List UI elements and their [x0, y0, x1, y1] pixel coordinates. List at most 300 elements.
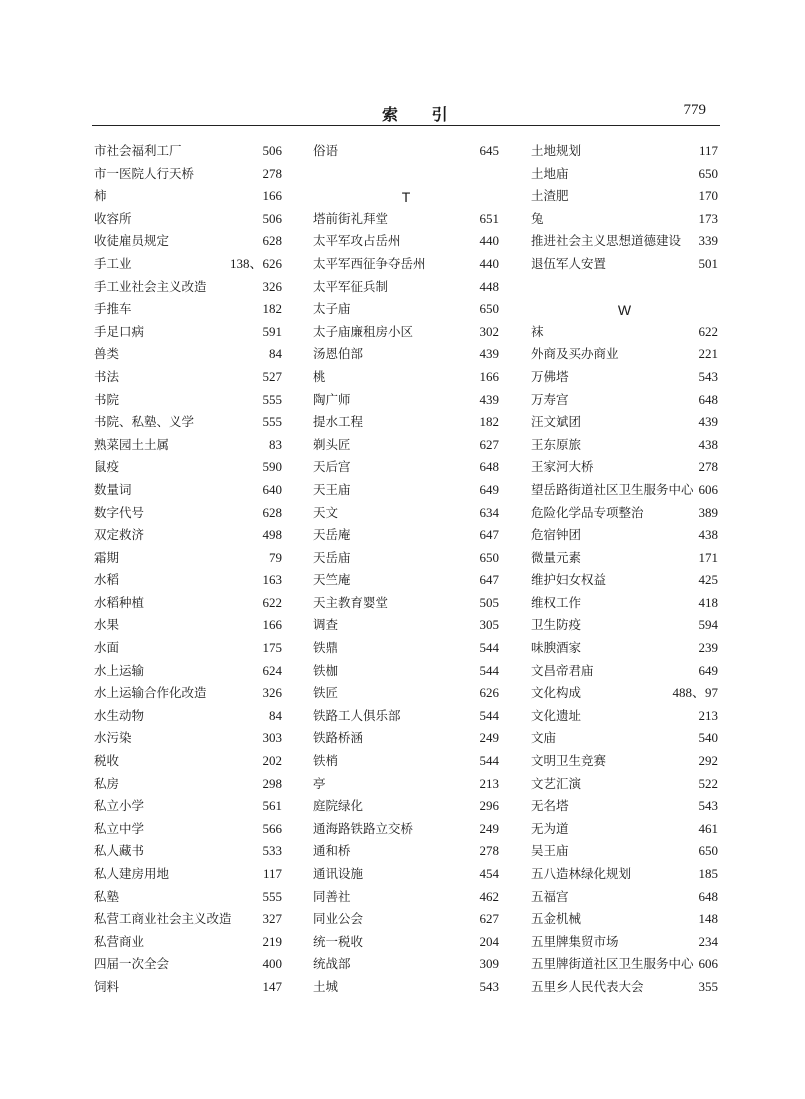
index-entry [531, 727, 718, 750]
index-entry [313, 908, 499, 931]
index-entry [313, 343, 499, 366]
index-page-ref: 173 [698, 210, 718, 226]
index-term: 剃头匠 [313, 436, 351, 452]
index-entry [94, 569, 282, 592]
index-page-ref: 166 [262, 617, 282, 633]
index-term: 水果 [94, 617, 120, 633]
index-term: 市一医院人行天桥 [94, 165, 195, 181]
index-entry [313, 976, 499, 999]
index-page-ref: 650 [479, 301, 499, 317]
index-term: 铁鼎 [313, 640, 339, 656]
index-term: 手足口病 [94, 323, 145, 339]
index-entry [531, 479, 718, 502]
index-page-ref: 339 [698, 233, 718, 249]
index-entry [94, 366, 282, 389]
index-term: 统一税收 [313, 933, 364, 949]
index-page-ref: 622 [698, 323, 718, 339]
index-entry [94, 389, 282, 412]
index-entry [313, 886, 499, 909]
index-term: 文化遗址 [531, 707, 582, 723]
index-term: 水上运输合作化改造 [94, 685, 207, 701]
index-page-ref: 117 [698, 143, 718, 158]
index-page-ref: 540 [698, 730, 718, 746]
index-term: 税收 [94, 753, 120, 769]
section-letter: T [401, 189, 411, 206]
index-page-ref: 543 [698, 368, 718, 384]
index-term: 手工业 [94, 255, 132, 271]
index-page-ref: 147 [262, 978, 282, 994]
index-entry [313, 456, 499, 479]
index-term: 兽类 [94, 346, 120, 362]
index-term: 市社会福利工厂 [94, 143, 182, 158]
index-page-ref: 543 [479, 978, 499, 994]
index-page-ref: 117 [262, 866, 282, 881]
index-term: 太平军西征争夺岳州 [313, 255, 426, 271]
index-page-ref: 498 [262, 527, 282, 543]
index-entry [531, 208, 718, 231]
index-page-ref: 249 [479, 820, 499, 836]
index-entry [94, 886, 282, 909]
index-entry [313, 253, 499, 276]
index-term: 双定救济 [94, 527, 145, 543]
index-term: 外商及买办商业 [531, 346, 619, 362]
index-term: 土城 [313, 978, 339, 994]
index-term: 同业公会 [313, 911, 364, 927]
index-page-ref: 606 [698, 956, 718, 972]
index-entry [313, 818, 499, 841]
index-page-ref: 651 [479, 210, 499, 226]
index-entry [531, 456, 718, 479]
index-term: 退伍军人安置 [531, 255, 607, 271]
index-term: 袜 [531, 323, 544, 339]
index-entry [94, 502, 282, 525]
index-term: 水污染 [94, 730, 132, 746]
index-page-ref: 79 [269, 549, 282, 565]
index-term: 文昌帝君庙 [531, 662, 594, 678]
index-term: 私营商业 [94, 933, 145, 949]
index-term: 同善社 [313, 888, 351, 904]
index-page-ref: 305 [479, 617, 499, 633]
index-term: 太子庙 [313, 301, 351, 317]
index-term: 土渣肥 [531, 188, 569, 204]
index-page-ref: 627 [479, 436, 499, 452]
index-term: 微量元素 [531, 549, 582, 565]
index-column-1 [94, 140, 282, 999]
index-term: 土地规划 [531, 143, 582, 158]
index-page-ref: 440 [479, 233, 499, 249]
index-entry [94, 276, 282, 299]
index-entry [94, 773, 282, 796]
index-entry [313, 411, 499, 434]
index-page-ref: 448 [479, 278, 499, 294]
index-page-ref: 454 [479, 866, 499, 881]
index-term: 收容所 [94, 210, 132, 226]
index-page-ref: 185 [698, 866, 718, 881]
index-term: 桃 [313, 368, 326, 384]
index-term: 水上运输 [94, 662, 145, 678]
index-term: 四届一次全会 [94, 956, 170, 972]
index-term: 书院、私塾、义学 [94, 414, 195, 430]
index-term: 私房 [94, 775, 120, 791]
index-page-ref: 438 [698, 436, 718, 452]
index-entry [313, 434, 499, 457]
index-term: 吴王庙 [531, 843, 569, 859]
index-page-ref: 505 [479, 594, 499, 610]
index-term: 水生动物 [94, 707, 145, 723]
index-term: 书法 [94, 368, 120, 384]
index-entry [531, 637, 718, 660]
index-page-ref: 221 [698, 346, 718, 362]
index-entry [313, 705, 499, 728]
index-entry [313, 773, 499, 796]
section-spacer [531, 276, 718, 299]
index-page-ref: 650 [698, 843, 718, 859]
index-term: 水稻 [94, 572, 120, 588]
index-page-ref: 170 [698, 188, 718, 204]
index-entry [313, 321, 499, 344]
index-term: 手推车 [94, 301, 132, 317]
index-entry [94, 411, 282, 434]
index-entry [313, 953, 499, 976]
index-entry [531, 502, 718, 525]
index-page-ref: 591 [262, 323, 282, 339]
index-term: 提水工程 [313, 414, 364, 430]
index-entry [94, 321, 282, 344]
index-term: 铁路桥涵 [313, 730, 364, 746]
index-entry [94, 185, 282, 208]
index-entry [313, 614, 499, 637]
index-page-ref: 425 [698, 572, 718, 588]
index-page-ref: 544 [479, 707, 499, 723]
index-entry [531, 253, 718, 276]
index-term: 卫生防疫 [531, 617, 582, 633]
index-term: 私人藏书 [94, 843, 145, 859]
index-page-ref: 488、97 [672, 685, 718, 701]
index-page-ref: 544 [479, 662, 499, 678]
index-entry [531, 411, 718, 434]
index-term: 塔前街礼拜堂 [313, 210, 389, 226]
index-page-ref: 219 [262, 933, 282, 949]
index-page-ref: 202 [262, 753, 282, 769]
index-page-ref: 204 [479, 933, 499, 949]
index-page-ref: 626 [479, 685, 499, 701]
index-entry [531, 614, 718, 637]
index-term: 手工业社会主义改造 [94, 278, 207, 294]
index-entry [313, 931, 499, 954]
index-term: 天文 [313, 504, 339, 520]
index-page-ref: 501 [698, 255, 718, 271]
index-term: 太平军攻占岳州 [313, 233, 401, 249]
index-term: 霜期 [94, 549, 120, 565]
index-entry [94, 976, 282, 999]
index-page-ref: 622 [262, 594, 282, 610]
index-entry [94, 592, 282, 615]
index-entry [94, 637, 282, 660]
index-entry [531, 163, 718, 186]
index-term: 数字代号 [94, 504, 145, 520]
index-entry [313, 547, 499, 570]
index-page-ref: 543 [698, 798, 718, 814]
index-entry [313, 276, 499, 299]
index-page-ref: 649 [479, 481, 499, 497]
index-entry [313, 502, 499, 525]
index-page-ref: 544 [479, 753, 499, 769]
index-page-ref: 627 [479, 911, 499, 927]
index-entry [313, 298, 499, 321]
index-page-ref: 138、626 [229, 255, 282, 271]
index-entry [531, 682, 718, 705]
index-term: 熟菜园土土属 [94, 436, 170, 452]
index-page-ref: 438 [698, 527, 718, 543]
index-page-ref: 555 [262, 888, 282, 904]
index-page-ref: 624 [262, 662, 282, 678]
index-page-ref: 213 [698, 707, 718, 723]
index-term: 危宿钟团 [531, 527, 582, 543]
index-term: 文艺汇演 [531, 775, 582, 791]
index-page-ref: 645 [479, 143, 499, 158]
index-page-ref: 303 [262, 730, 282, 746]
index-page-ref: 590 [262, 459, 282, 475]
index-page-ref: 148 [698, 911, 718, 927]
index-entry [531, 140, 718, 163]
index-page-ref: 650 [479, 549, 499, 565]
index-page-ref: 439 [479, 391, 499, 407]
index-term: 统战部 [313, 956, 351, 972]
index-term: 通海路铁路立交桥 [313, 820, 414, 836]
index-entry [94, 705, 282, 728]
header-rule [92, 125, 720, 126]
index-page-ref: 166 [262, 188, 282, 204]
index-page-ref: 213 [479, 775, 499, 791]
index-entry [94, 524, 282, 547]
index-page-ref: 326 [262, 278, 282, 294]
index-page-ref: 648 [479, 459, 499, 475]
index-term: 五里牌街道社区卫生服务中心 [531, 956, 694, 972]
index-entry [531, 343, 718, 366]
index-page-ref: 544 [479, 640, 499, 656]
index-term: 通和桥 [313, 843, 351, 859]
index-term: 天后宫 [313, 459, 351, 475]
index-term: 铁枷 [313, 662, 339, 678]
index-page-ref: 461 [698, 820, 718, 836]
index-term: 五里牌集贸市场 [531, 933, 619, 949]
index-page-ref: 389 [698, 504, 718, 520]
index-term: 天岳庙 [313, 549, 351, 565]
index-entry [94, 682, 282, 705]
index-page-ref: 439 [698, 414, 718, 430]
index-page-ref: 439 [479, 346, 499, 362]
index-page-ref: 278 [698, 459, 718, 475]
index-page-ref: 309 [479, 956, 499, 972]
index-entry [313, 727, 499, 750]
index-page-ref: 640 [262, 481, 282, 497]
index-page-ref: 166 [479, 368, 499, 384]
index-term: 收徒雇员规定 [94, 233, 170, 249]
index-page-ref: 650 [698, 165, 718, 181]
index-term: 土地庙 [531, 165, 569, 181]
index-entry [94, 840, 282, 863]
index-page-ref: 506 [262, 210, 282, 226]
index-page-ref: 440 [479, 255, 499, 271]
index-entry [94, 298, 282, 321]
index-page-ref: 175 [262, 640, 282, 656]
section-title: 索 引 [382, 105, 462, 124]
index-entry [531, 660, 718, 683]
index-term: 文化构成 [531, 685, 582, 701]
index-page-ref: 239 [698, 640, 718, 656]
index-page-ref: 163 [262, 572, 282, 588]
index-term: 文庙 [531, 730, 557, 746]
index-term: 柿 [94, 188, 107, 204]
index-term: 汤恩伯部 [313, 346, 364, 362]
index-column-2 [313, 140, 499, 999]
index-entry [531, 976, 718, 999]
index-entry [94, 140, 282, 163]
index-entry [94, 208, 282, 231]
index-page-ref: 355 [698, 978, 718, 994]
index-entry [313, 840, 499, 863]
index-entry [94, 456, 282, 479]
index-entry [313, 795, 499, 818]
index-page-ref: 522 [698, 775, 718, 791]
index-term: 五里乡人民代表大会 [531, 978, 644, 994]
index-term: 万寿宫 [531, 391, 569, 407]
section-letter: W [617, 302, 632, 319]
index-term: 望岳路街道社区卫生服务中心 [531, 481, 694, 497]
index-page-ref: 327 [262, 911, 282, 927]
index-term: 汪文斌团 [531, 414, 582, 430]
index-page-ref: 278 [262, 165, 282, 181]
index-entry [531, 569, 718, 592]
index-term: 味腴酒家 [531, 640, 582, 656]
index-entry [313, 863, 499, 886]
index-term: 五八造林绿化规划 [531, 866, 632, 881]
index-term: 天岳庵 [313, 527, 351, 543]
index-entry [94, 253, 282, 276]
index-page-ref: 298 [262, 775, 282, 791]
index-page-ref: 462 [479, 888, 499, 904]
index-term: 王东原旅 [531, 436, 582, 452]
page-header [92, 98, 720, 126]
index-entry [531, 434, 718, 457]
index-entry [313, 569, 499, 592]
index-entry [531, 185, 718, 208]
index-entry [94, 479, 282, 502]
index-entry [313, 230, 499, 253]
index-entry [313, 682, 499, 705]
index-term: 推进社会主义思想道德建设 [531, 233, 682, 249]
index-term: 天竺庵 [313, 572, 351, 588]
index-term: 铁梢 [313, 753, 339, 769]
index-entry [531, 931, 718, 954]
index-page-ref: 555 [262, 391, 282, 407]
index-entry [531, 592, 718, 615]
index-entry [531, 773, 718, 796]
index-page-ref: 278 [479, 843, 499, 859]
index-term: 万佛塔 [531, 368, 569, 384]
index-term: 调查 [313, 617, 339, 633]
index-column-3 [531, 140, 718, 999]
index-term: 无为道 [531, 820, 569, 836]
index-entry [531, 863, 718, 886]
index-term: 俗语 [313, 143, 339, 158]
index-entry [313, 637, 499, 660]
index-term: 庭院绿化 [313, 798, 364, 814]
index-page-ref: 634 [479, 504, 499, 520]
index-entry [313, 479, 499, 502]
index-page-ref: 566 [262, 820, 282, 836]
page-number: 779 [683, 102, 706, 118]
index-entry [94, 795, 282, 818]
index-entry [94, 614, 282, 637]
index-term: 水面 [94, 640, 120, 656]
index-entry [94, 818, 282, 841]
index-page-ref: 326 [262, 685, 282, 701]
index-entry [313, 389, 499, 412]
index-term: 陶广师 [313, 391, 351, 407]
section-spacer [313, 163, 499, 186]
index-page-ref: 182 [262, 301, 282, 317]
index-entry [531, 750, 718, 773]
index-term: 五福宫 [531, 888, 569, 904]
index-term: 私塾 [94, 888, 120, 904]
index-term: 兔 [531, 210, 544, 226]
index-term: 无名塔 [531, 798, 569, 814]
index-term: 鼠疫 [94, 459, 120, 475]
index-page-ref: 649 [698, 662, 718, 678]
index-page-ref: 648 [698, 888, 718, 904]
index-term: 书院 [94, 391, 120, 407]
index-term: 水稻种植 [94, 594, 145, 610]
index-term: 太子庙廉租房小区 [313, 323, 414, 339]
index-entry [94, 863, 282, 886]
index-page-ref: 647 [479, 572, 499, 588]
index-term: 数量词 [94, 481, 132, 497]
index-term: 铁匠 [313, 685, 339, 701]
index-entry [94, 230, 282, 253]
index-entry [94, 660, 282, 683]
index-term: 五金机械 [531, 911, 582, 927]
index-entry [531, 389, 718, 412]
index-term: 天王庙 [313, 481, 351, 497]
index-page-ref: 418 [698, 594, 718, 610]
index-page-ref: 182 [479, 414, 499, 430]
index-entry [531, 795, 718, 818]
index-term: 亭 [313, 775, 326, 791]
index-term: 维护妇女权益 [531, 572, 607, 588]
index-entry [313, 208, 499, 231]
index-entry [531, 321, 718, 344]
index-entry [94, 908, 282, 931]
index-entry [531, 953, 718, 976]
index-page-ref: 84 [269, 707, 282, 723]
index-entry [94, 434, 282, 457]
index-term: 私营工商业社会主义改造 [94, 911, 232, 927]
index-entry [94, 727, 282, 750]
index-entry [94, 750, 282, 773]
index-entry [313, 366, 499, 389]
index-entry [531, 230, 718, 253]
index-page-ref: 561 [262, 798, 282, 814]
index-term: 王家河大桥 [531, 459, 594, 475]
index-term: 维权工作 [531, 594, 582, 610]
index-page-ref: 506 [262, 143, 282, 158]
index-page-ref: 533 [262, 843, 282, 859]
index-entry [313, 524, 499, 547]
index-entry [313, 592, 499, 615]
index-term: 太平军征兵制 [313, 278, 389, 294]
index-term: 文明卫生竞赛 [531, 753, 607, 769]
